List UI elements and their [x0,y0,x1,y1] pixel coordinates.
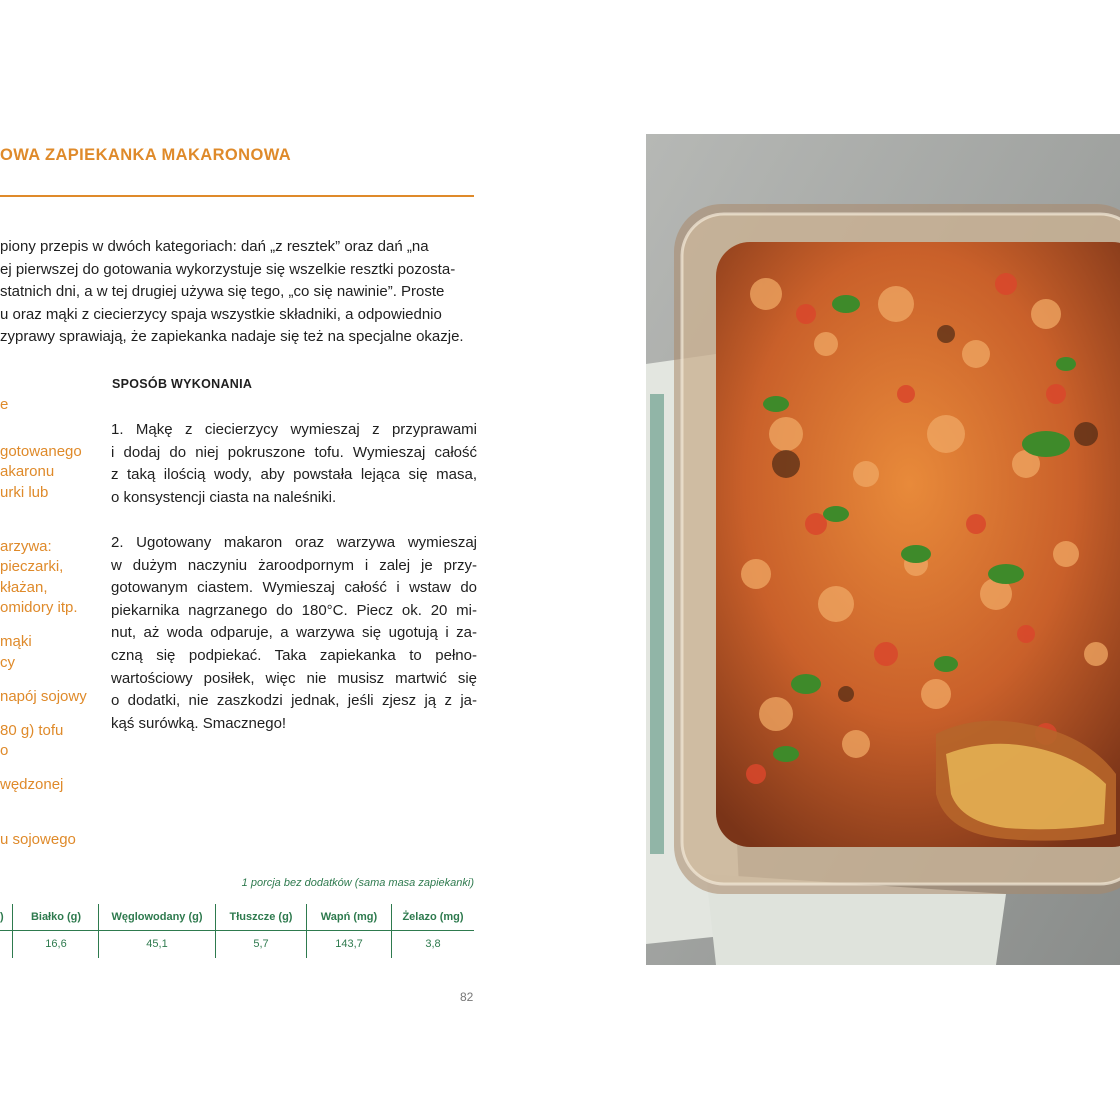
intro-line: u oraz mąki z ciecierzycy spaja wszystkie składniki, a odpowiednio [0,305,442,323]
header-cell: ) [0,911,4,923]
table-divider [306,904,307,958]
ingredient-line: napój sojowy [0,688,87,705]
header-cell: Tłuszcze (g) [229,911,293,923]
step-line: nut, aż woda odparuje, a warzywa się ugotują i za- [111,624,477,642]
step-line: gotowanym ciastem. Wymieszaj całość i wstaw do [111,579,477,597]
value-cell: 5,7 [253,938,269,950]
value-cell [0,931,6,957]
ingredient-line: u sojowego [0,831,76,848]
method-step-1 [111,419,477,509]
table-divider [98,904,99,958]
recipe-intro [0,236,480,349]
table-divider [215,904,216,958]
ingredient-line: pieczarki, [0,558,64,575]
step-line: piekarnika nagrzanego do 180°C. Piecz ok. 20 mi- [111,601,477,619]
ingredient-line: gotowanego [0,443,82,460]
ingredient-line: cy [0,654,15,671]
page-number: 82 [460,990,474,1004]
ingredient-line: 80 g) tofu [0,722,64,739]
casserole-photo [646,134,1120,965]
value-cell: 16,6 [45,938,67,950]
step-line: z taką ilością wody, aby powstała lejąca się masa, [111,466,477,484]
ingredient-line: akaronu [0,463,55,480]
step-line: czną się podpiekać. Taka zapiekanka to pełno- [111,646,477,664]
intro-line: zyprawy sprawiają, że zapiekanka nadaje się też na specjalne okazje. [0,328,464,346]
step-line: i dodaj do niej pokruszone tofu. Wymieszaj całość [111,443,477,461]
recipe-title: OWA ZAPIEKANKA MAKARONOWA [0,146,292,164]
header-cell: Wapń (mg) [320,911,378,923]
intro-line: statnich dni, a w tej drugiej używa się tego, „co się nawinie”. Proste [0,283,445,301]
casserole-illustration [646,134,1120,965]
header-cell: Białko (g) [30,911,82,923]
value-cell: 3,8 [425,938,441,950]
ingredient-line: arzywa: [0,538,52,555]
value-cell: 45,1 [146,938,168,950]
method-heading: SPOSÓB WYKONANIA [112,377,253,391]
nutrition-header-row [0,904,474,931]
ingredient-line: omidory itp. [0,599,78,616]
intro-line: piony przepis w dwóch kategoriach: dań „z resztek” oraz dań „na [0,238,429,255]
ingredient-line: urki lub [0,484,49,501]
ingredient-line: o [0,742,9,759]
header-cell: Węglowodany (g) [111,911,203,923]
nutrition-value-row [0,931,474,957]
value-cell: 143,7 [335,938,363,950]
step-line: w dużym naczyniu żaroodpornym i zalej je przy- [111,556,477,574]
step-line: 2. Ugotowany makaron oraz warzywa wymieszaj [111,534,477,551]
step-line: o konsystencji ciasta na naleśniki. [111,488,337,506]
table-divider [391,904,392,958]
step-line: kąś surówką. Smacznego! [111,714,287,732]
title-divider [0,195,474,197]
ingredient-line: kłażan, [0,579,48,596]
step-line: 1. Mąkę z ciecierzycy wymieszaj z przyprawami [111,421,477,438]
nutrition-table [0,904,474,957]
ingredient-line: mąki [0,633,32,650]
ingredient-line: wędzonej [0,776,64,793]
ingredient-line: e [0,396,9,413]
table-divider [12,904,13,958]
header-cell: Żelazo (mg) [402,911,464,923]
step-line: o dodatki, nie zaszkodzi jednak, jeśli zjesz ją z ja- [111,692,477,710]
step-line: wartościowy posiłek, więc nie musisz martwić się [111,669,477,687]
intro-line: ej pierwszej do gotowania wykorzystuje się wszelkie resztki pozosta- [0,260,456,278]
nutrition-note: 1 porcja bez dodatków (sama masa zapiekanki) [241,877,474,889]
method-step-2 [111,532,477,735]
